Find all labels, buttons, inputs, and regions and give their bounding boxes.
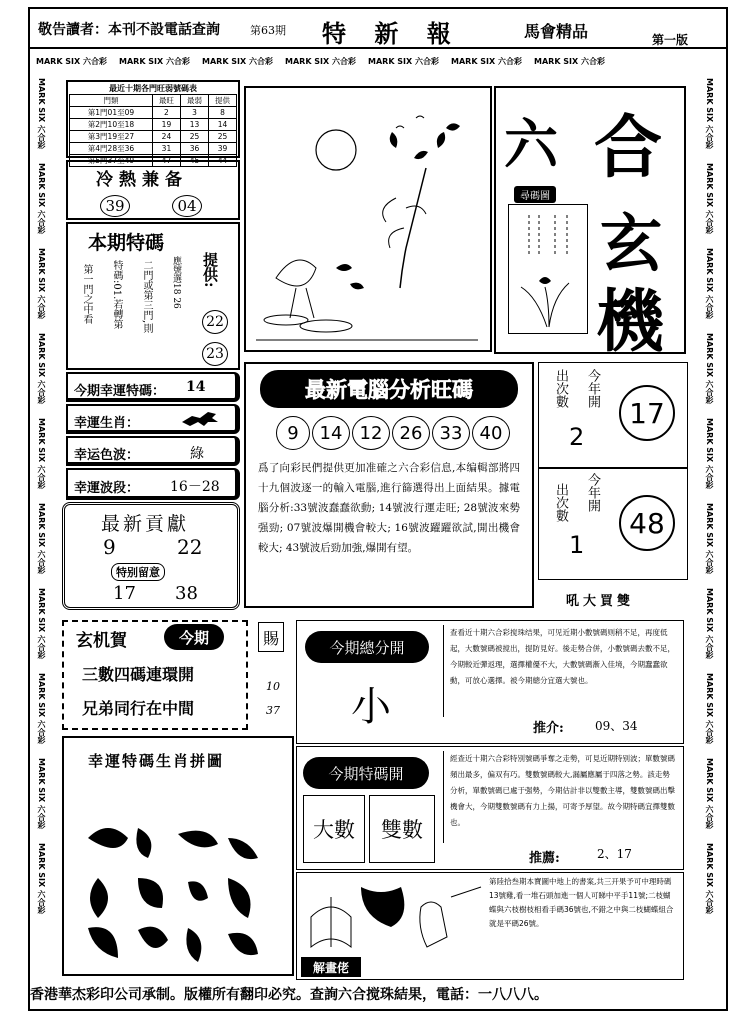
table-cell: 45 [180, 155, 208, 167]
count-circle-2: 48 [619, 495, 675, 551]
table-cell: 39 [208, 143, 236, 155]
computer-number: 12 [352, 416, 390, 450]
total-recommend-value: 09、34 [595, 719, 638, 733]
door-table [69, 94, 237, 167]
shout-text: 吼大買雙 [566, 594, 635, 609]
table-cell: 8 [208, 107, 236, 119]
table-row [70, 107, 237, 119]
strip-label: MARK SIX 六合彩 [37, 843, 46, 914]
special-open-value-2: 雙數 [369, 795, 435, 863]
count-label-side: 今年開 [585, 369, 600, 408]
table-row [70, 131, 237, 143]
riddle-picture [244, 86, 492, 352]
orchid-icon [509, 205, 587, 333]
count-label-top: 出次數 [553, 483, 568, 522]
strip-label: MARK SIX 六合彩 [37, 163, 46, 234]
door-table-box [66, 80, 240, 165]
special-open-pill: 今期特碼開 [303, 757, 429, 789]
contrib-box [62, 502, 240, 610]
computer-number: 40 [472, 416, 510, 450]
header-issue: 第63期 [250, 24, 286, 37]
riddle-drawing [246, 88, 490, 350]
xuanji-box [62, 620, 248, 730]
total-text: 查看近十期六合彩搅珠结果，可见近期小數號碼则稍不足，再度低起，大數號碼被搅出，提防見好。後走勢合併，小數號碼去數不足，今期較近彈返理，選擇權優不大，大數號碼漸入佳境，今期蠢蠢欲動，可放心選擇。被今期總分宜選大號也。 [443, 625, 675, 717]
table-cell: 31 [152, 143, 180, 155]
zodiac-puzzle-title: 幸運特碼生肖拼圖 [88, 752, 225, 770]
contrib-number-3: 17 [113, 583, 136, 604]
table-cell: 25 [180, 131, 208, 143]
xuanji-line-1: 三數四碼連環開 [82, 665, 195, 684]
xuanji-title-b: 今期 [164, 624, 224, 650]
interpret-box [296, 872, 684, 980]
liuhe-char-1: 六 [504, 112, 558, 176]
footer-text: 香港華杰彩印公司承制。版權所有翻印必究。查詢六合搅珠結果，電話：一八八八。 [30, 987, 548, 1003]
computer-number: 26 [392, 416, 430, 450]
interpret-text: 第陸拾叁期本寶圖中地上的書案,共三开果予可中理時碼13號雞,看一堆石頭加進一個人可睇中平手11號;二枝蝴蝶與六枝樹枝相看手碼36號也,不錯之中與二枝蝴蝶組合就是平碼26號。 [489, 877, 674, 928]
liuhe-char-4: 機 [596, 282, 665, 362]
count-box-2 [538, 468, 688, 580]
special-open-box [296, 746, 684, 870]
strip-label: MARK SIX 六合彩 [37, 758, 46, 829]
strip-label: MARK SIX 六合彩 [705, 673, 714, 744]
table-header: 最旺 [152, 95, 180, 107]
strip-label: MARK SIX 六合彩 [37, 333, 46, 404]
special-number-2: 23 [202, 342, 228, 366]
computer-box [244, 362, 534, 608]
lucky-range-label: 幸運波段： [74, 481, 140, 496]
strip-label: MARK SIX 六合彩 [36, 57, 107, 66]
lucky-color-value: 綠 [190, 446, 204, 462]
total-pill: 今期總分開 [305, 631, 429, 663]
table-cell: 第1門01至09 [70, 107, 153, 119]
liuhe-box [494, 86, 686, 362]
strip-label: MARK SIX 六合彩 [705, 163, 714, 234]
total-value: 小 [351, 684, 391, 730]
xuanji-line-2: 兄弟同行在中間 [82, 699, 195, 718]
cold-hot-number-1: 39 [100, 195, 130, 217]
contrib-number-2: 22 [177, 535, 203, 559]
table-cell: 第5門37至49 [70, 155, 153, 167]
computer-text: 爲了向彩民們提供更加准確之六合彩信息,本编輯部將四十九個波逐一的輸入電腦,進行篩選得出上面結果。據電腦分析:33號波蠢蠢欲動; 14號波行運走旺; 28號波來勢强勁; 07號波爆開機會較大; 16號波躍躍欲試,開出機會較大; 43號波后勁加強,爆開有望。 [258, 462, 520, 554]
zodiac-puzzle-image [78, 818, 282, 968]
lucky-color-row [66, 436, 240, 466]
table-cell: 14 [208, 119, 236, 131]
special-open-recommend-label: 推薦: [529, 851, 560, 866]
table-cell: 第4門28至36 [70, 143, 153, 155]
total-recommend-label: 推介: [533, 721, 564, 736]
strip-label: MARK SIX 六合彩 [705, 588, 714, 659]
special-col-2: 特碼:01.若轉第 [111, 260, 122, 330]
scroll-image [508, 204, 588, 334]
zodiac-puzzle-box [62, 736, 294, 976]
strip-label: MARK SIX 六合彩 [119, 57, 190, 66]
contrib-title: 最新貢獻 [101, 513, 190, 535]
lucky-number-label: 今期幸運特碼： [74, 384, 166, 399]
count-circle-1: 17 [619, 385, 675, 441]
table-cell: 36 [180, 143, 208, 155]
strip-label: MARK SIX 六合彩 [705, 418, 714, 489]
count-label-side: 今年開 [585, 473, 600, 512]
computer-numbers [276, 416, 510, 450]
interpret-drawing [301, 877, 487, 953]
header-page: 第一版 [652, 33, 689, 47]
strip-label: MARK SIX 六合彩 [37, 503, 46, 574]
special-col-1: 第一門之中看 [81, 264, 92, 324]
special-open-recommend-value: 2、17 [597, 847, 632, 861]
xuanji-side-number-1: 10 [266, 680, 280, 693]
special-open-text: 經查近十期六合彩特別號碼爭奪之走勢，可見近期特别波；單數號碼頻出最多，偏双有巧。雙數號碼較大,漏屬應屬于四落之勢。該走勢分析，單數號碼已處于强勢，今期估計非以雙數主導，雙數號碼出擊機會大，今期雙數號碼有力上揚，可寄予厚望。故今期特碼宜擇雙數也。 [443, 751, 675, 843]
horse-icon [178, 408, 222, 430]
cold-hot-title: 冷熱兼备 [96, 170, 188, 190]
xuanji-side-char: 賜 [258, 622, 284, 652]
xuanji-side [254, 620, 294, 730]
contrib-label: 特别留意 [111, 563, 165, 581]
strip-label: MARK SIX 六合彩 [534, 57, 605, 66]
lucky-color-label: 幸运色波： [74, 448, 140, 463]
strip-label: MARK SIX 六合彩 [705, 333, 714, 404]
table-row [70, 143, 237, 155]
table-cell: 24 [152, 131, 180, 143]
table-cell: 2 [152, 107, 180, 119]
special-open-value-1: 大數 [303, 795, 365, 863]
header [30, 9, 726, 49]
table-cell: 44 [208, 155, 236, 167]
computer-number: 33 [432, 416, 470, 450]
count-value-2: 1 [569, 531, 585, 559]
count-value-1: 2 [569, 423, 585, 451]
table-cell: 第3門19至27 [70, 131, 153, 143]
special-col-3: 二門或第三門,則 [141, 260, 152, 334]
lucky-zodiac-row [66, 404, 240, 434]
strip-label: MARK SIX 六合彩 [37, 418, 46, 489]
strip-label: MARK SIX 六合彩 [37, 248, 46, 319]
header-title: 特 新 報 [322, 19, 461, 48]
lucky-number-value: 14 [186, 379, 206, 395]
door-table-title: 最近十期各門旺弱號碼表 [109, 84, 197, 93]
top-strip [36, 56, 676, 70]
liuhe-char-3: 玄 [600, 207, 663, 280]
scroll-sign: 尋碼圖 [514, 186, 556, 203]
xuanji-title-a: 玄机賀 [76, 631, 127, 651]
count-label-top: 出次數 [553, 369, 568, 408]
strip-label: MARK SIX 六合彩 [37, 588, 46, 659]
table-cell: 25 [208, 131, 236, 143]
xuanji-side-number-2: 37 [266, 704, 280, 717]
header-subtitle: 馬會精品 [524, 22, 589, 41]
table-header: 提供 [208, 95, 236, 107]
computer-title: 最新電腦分析旺碼 [260, 370, 518, 408]
strip-label: MARK SIX 六合彩 [451, 57, 522, 66]
count-box-1 [538, 362, 688, 468]
table-cell: 19 [152, 119, 180, 131]
table-header-row [70, 95, 237, 107]
special-number-1: 22 [202, 310, 228, 334]
strip-label: MARK SIX 六合彩 [202, 57, 273, 66]
lucky-zodiac-label: 幸運生肖： [74, 416, 140, 431]
cold-hot-box [66, 160, 240, 220]
contrib-number-4: 38 [175, 583, 198, 604]
strip-label: MARK SIX 六合彩 [37, 673, 46, 744]
lucky-number-row [66, 372, 240, 402]
strip-label: MARK SIX 六合彩 [705, 248, 714, 319]
special-box [66, 222, 240, 370]
strip-label: MARK SIX 六合彩 [368, 57, 439, 66]
cold-hot-number-2: 04 [172, 195, 202, 217]
table-cell: 第2門10至18 [70, 119, 153, 131]
total-box [296, 620, 684, 744]
interpret-label: 解畫佬 [301, 957, 361, 977]
table-cell: 47 [152, 155, 180, 167]
strip-label: MARK SIX 六合彩 [705, 78, 714, 149]
lucky-range-value: 16－28 [170, 479, 220, 495]
strip-label: MARK SIX 六合彩 [705, 503, 714, 574]
table-cell: 3 [180, 107, 208, 119]
contrib-number-1: 9 [103, 535, 116, 559]
header-notice: 敬告讀者：本刊不設電話查詢 [38, 22, 220, 38]
left-strip [33, 78, 47, 978]
strip-label: MARK SIX 六合彩 [37, 78, 46, 149]
table-row [70, 119, 237, 131]
special-title: 本期特碼 [88, 232, 165, 254]
special-provide-label: 提供: [201, 252, 219, 288]
computer-number: 9 [276, 416, 310, 450]
special-col-4: 應號選18 26 [171, 256, 181, 309]
strip-label: MARK SIX 六合彩 [705, 758, 714, 829]
liuhe-char-2: 合 [594, 108, 663, 188]
table-header: 最弱 [180, 95, 208, 107]
strip-label: MARK SIX 六合彩 [285, 57, 356, 66]
lucky-range-row [66, 468, 240, 500]
table-header: 門類 [70, 95, 153, 107]
right-strip [701, 78, 715, 978]
computer-number: 14 [312, 416, 350, 450]
strip-label: MARK SIX 六合彩 [705, 843, 714, 914]
table-cell: 13 [180, 119, 208, 131]
